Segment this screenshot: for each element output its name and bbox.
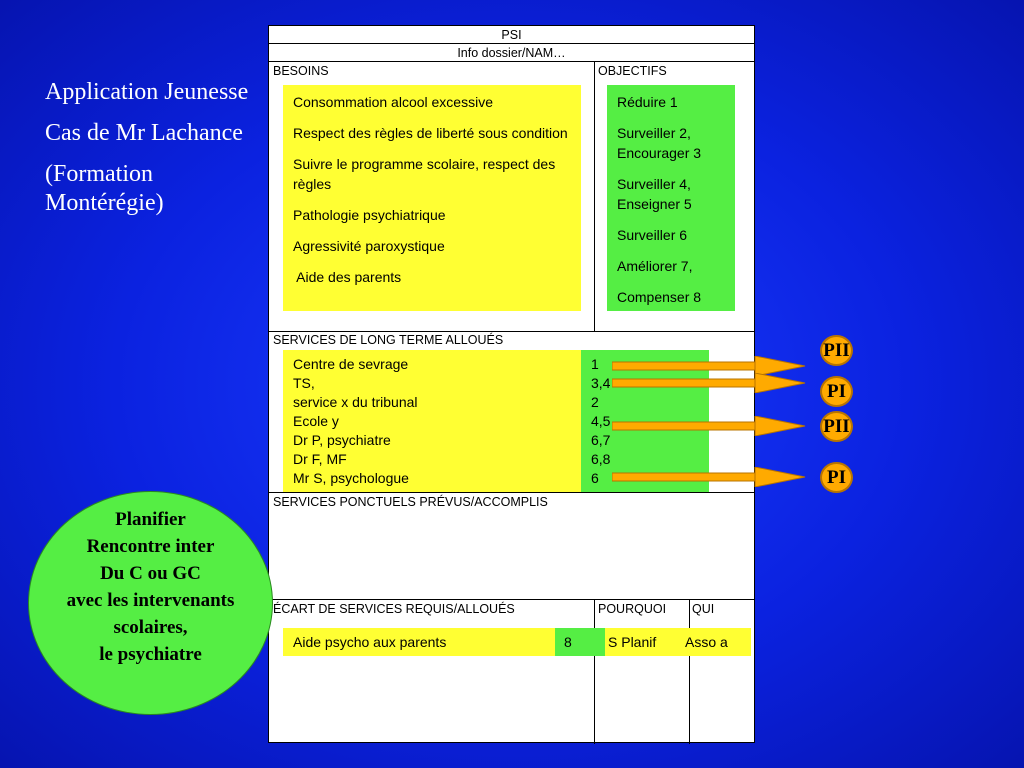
- slide-title: [45, 78, 260, 230]
- ecart-qui: Asso a: [685, 634, 728, 650]
- plan-badge: PII: [820, 411, 853, 442]
- objectif-item: Surveiller 4, Enseigner 5: [617, 176, 692, 212]
- service-ref: 3,4: [591, 375, 611, 391]
- long-term-header: SERVICES DE LONG TERME ALLOUÉS: [273, 333, 504, 347]
- service-ref: 4,5: [591, 413, 611, 429]
- service-name: service x du tribunal: [293, 394, 418, 410]
- title-line-1: Application Jeunesse: [45, 79, 249, 105]
- besoin-item: Consommation alcool excessive: [293, 94, 493, 110]
- besoin-item: Pathologie psychiatrique: [293, 207, 446, 223]
- service-ref: 2: [591, 394, 599, 410]
- objectif-item: Surveiller 2, Encourager 3: [617, 125, 702, 161]
- circle-line: le psychiatre: [99, 644, 202, 665]
- arrow-right-icon: [612, 416, 807, 436]
- service-name: Centre de sevrage: [293, 356, 409, 372]
- circle-line: Rencontre inter: [86, 536, 215, 557]
- besoins-header: BESOINS: [273, 64, 329, 78]
- objectif-item: Réduire 1: [617, 94, 678, 110]
- service-ref: 6: [591, 470, 599, 486]
- circle-line: avec les intervenants: [66, 590, 235, 611]
- besoin-item: Aide des parents: [293, 269, 402, 285]
- circle-line: Planifier: [115, 509, 186, 530]
- ecart-need: Aide psycho aux parents: [293, 634, 447, 650]
- circle-line: Du C ou GC: [100, 563, 201, 584]
- planning-circle: [28, 491, 273, 715]
- plan-badge: PI: [820, 376, 853, 407]
- besoin-item: Respect des règles de liberté sous condition: [293, 125, 568, 141]
- besoin-item: Agressivité paroxystique: [293, 238, 445, 254]
- services-list: [293, 355, 418, 488]
- service-ref: 6,7: [591, 432, 611, 448]
- ecart-ref: 8: [564, 634, 572, 650]
- service-name: TS,: [293, 375, 315, 391]
- service-name: Ecole y: [293, 413, 339, 429]
- ecart-pourquoi: S Planif: [608, 634, 657, 650]
- form-subtitle: Info dossier/NAM…: [457, 46, 566, 60]
- service-ref: 6,8: [591, 451, 611, 467]
- form-title: PSI: [501, 28, 522, 42]
- besoins-box: [283, 85, 581, 311]
- ponctuels-header: SERVICES PONCTUELS PRÉVUS/ACCOMPLIS: [273, 495, 548, 509]
- title-line-3: (Formation Montérégie): [45, 161, 164, 216]
- objectif-item: Compenser 8: [617, 289, 702, 305]
- objectif-item: Surveiller 6: [617, 227, 688, 243]
- objectifs-header: OBJECTIFS: [598, 64, 667, 78]
- plan-badge: PII: [820, 335, 853, 366]
- besoin-item: Suivre le programme scolaire, respect des règles: [293, 156, 556, 192]
- plan-badge: PI: [820, 462, 853, 493]
- service-name: Dr F, MF: [293, 451, 347, 467]
- services-refs: [591, 355, 610, 488]
- circle-line: scolaires,: [113, 617, 188, 638]
- ecart-header: ÉCART DE SERVICES REQUIS/ALLOUÉS: [273, 602, 515, 616]
- arrow-right-icon: [612, 373, 807, 393]
- title-line-2: Cas de Mr Lachance: [45, 120, 243, 146]
- service-name: Dr P, psychiatre: [293, 432, 391, 448]
- pourquoi-header: POURQUOI: [598, 602, 667, 616]
- objectif-item: Améliorer 7,: [617, 258, 693, 274]
- objectifs-box: [607, 85, 735, 311]
- qui-header: QUI: [692, 602, 715, 616]
- service-ref: 1: [591, 356, 599, 372]
- service-name: Mr S, psychologue: [293, 470, 409, 486]
- ecart-ref-box: [555, 628, 605, 656]
- arrow-right-icon: [612, 467, 807, 487]
